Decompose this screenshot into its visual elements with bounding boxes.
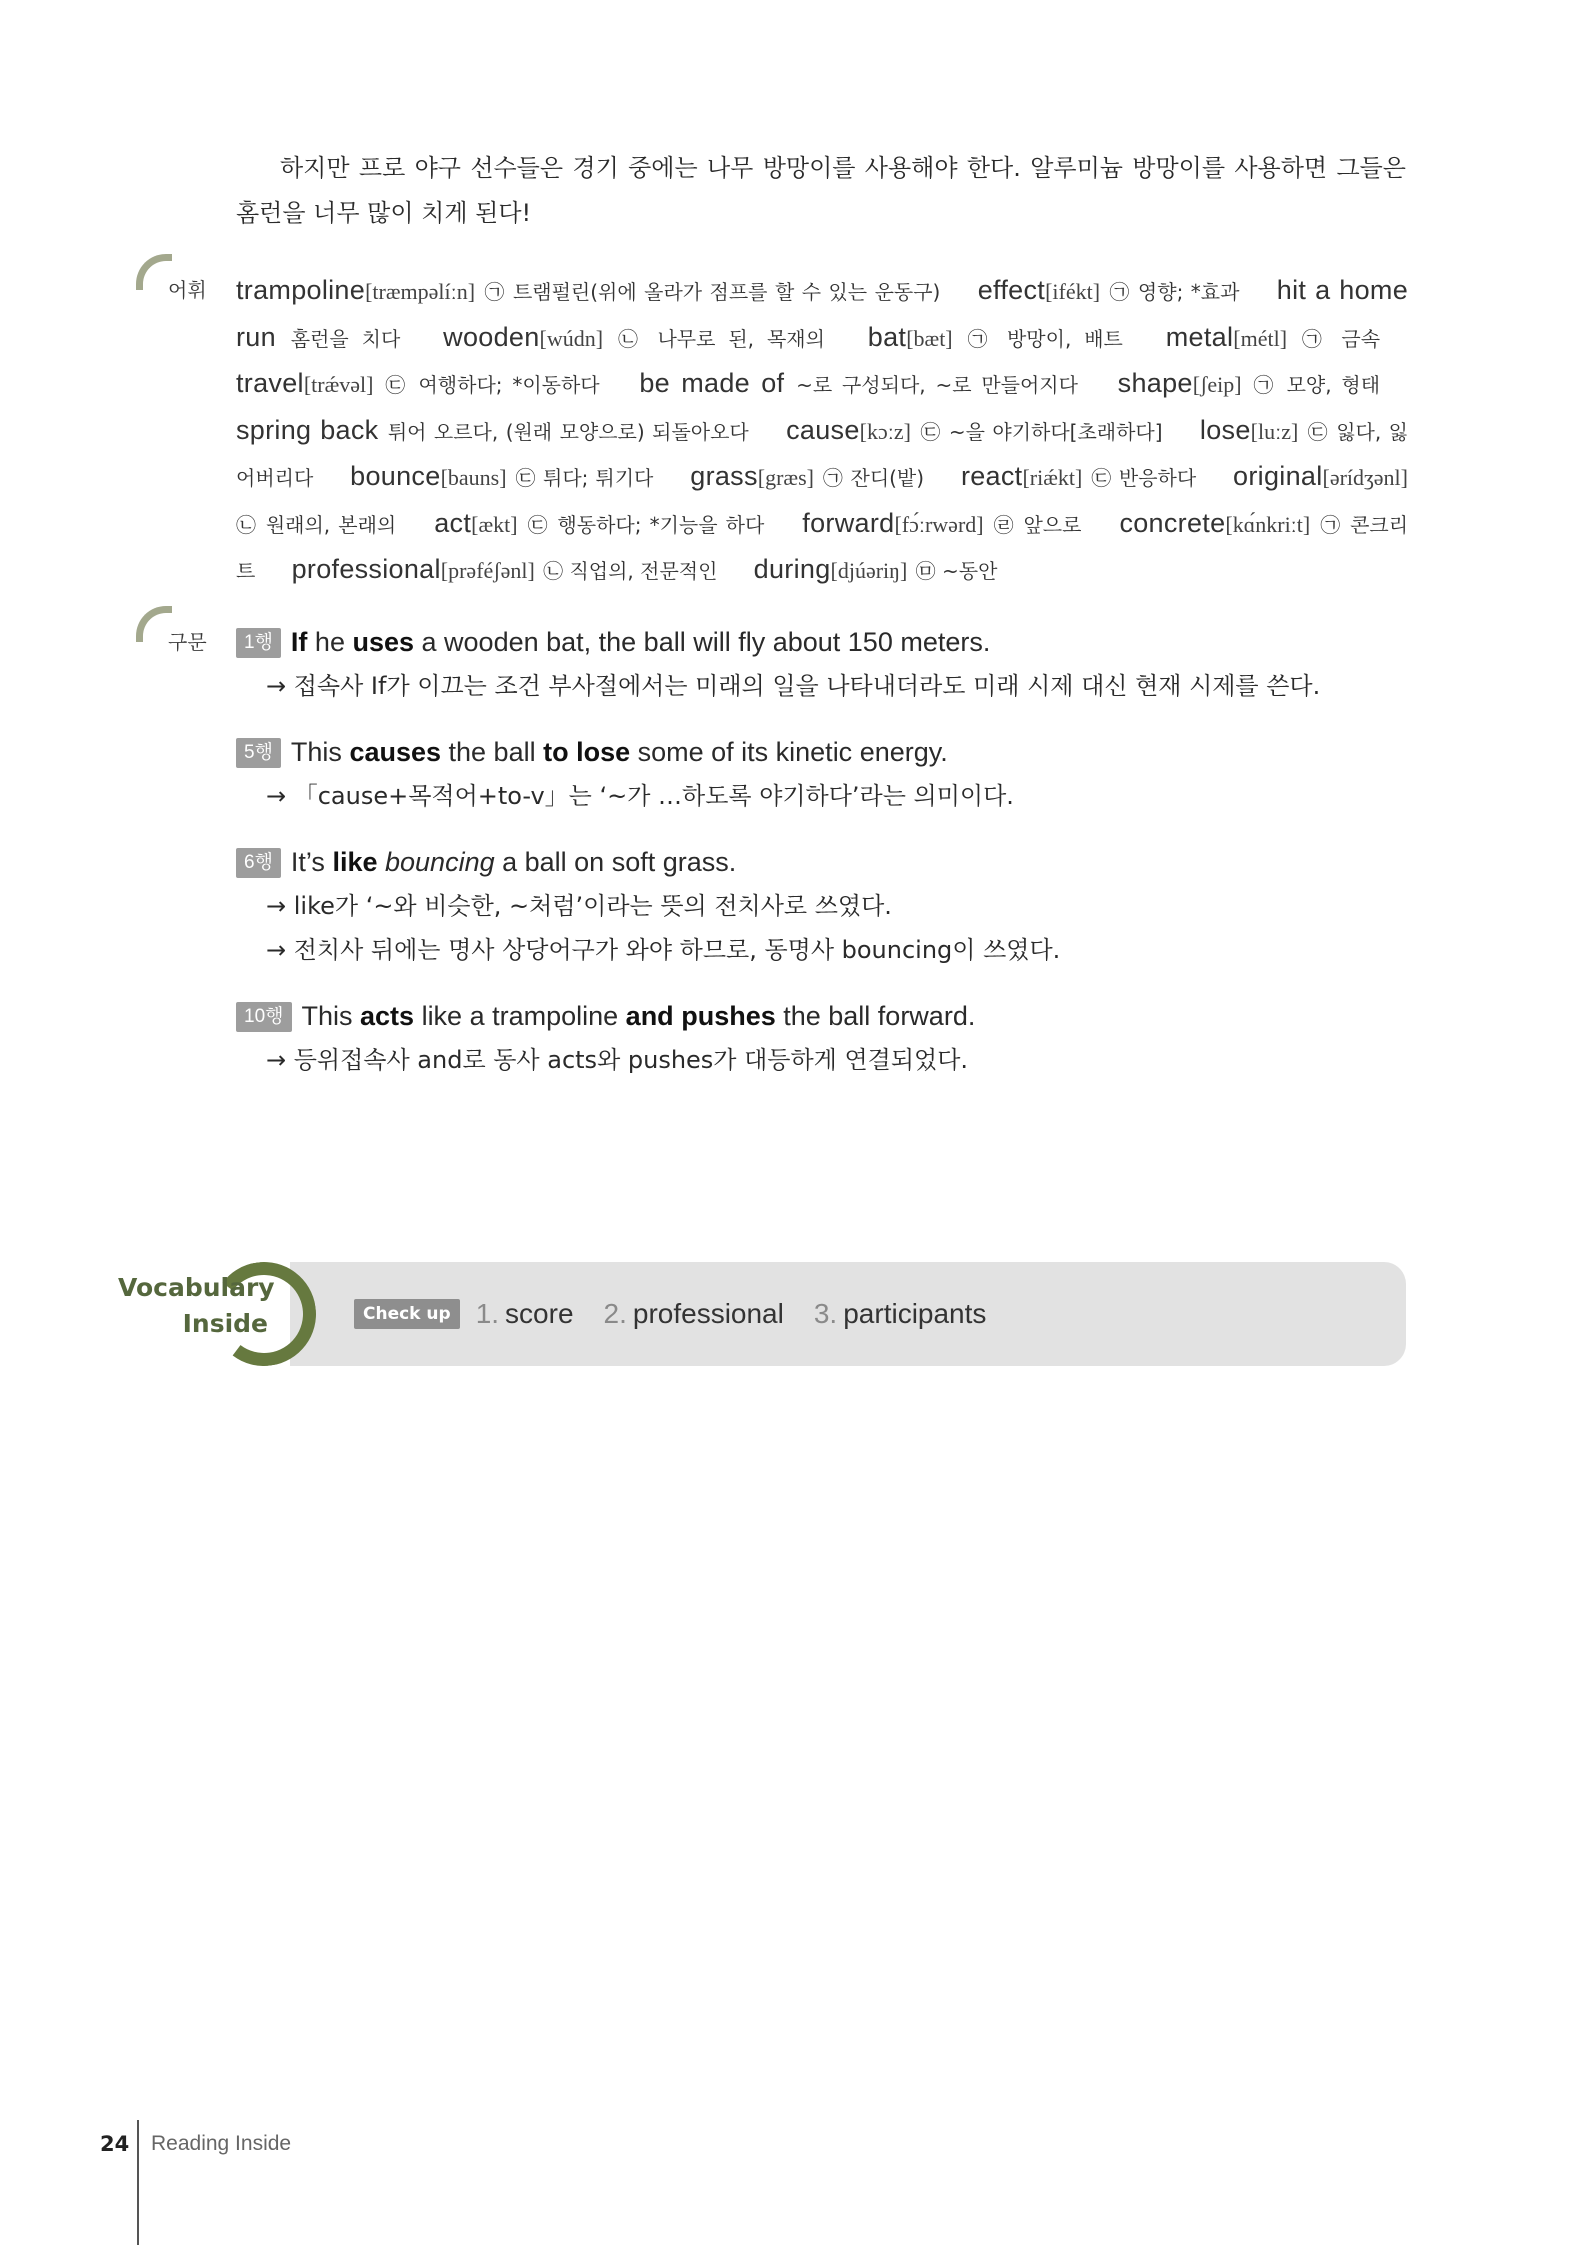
sentence-part: If bbox=[290, 627, 308, 657]
sentence-part: This bbox=[290, 737, 350, 767]
sentence-part: acts bbox=[360, 1001, 415, 1031]
sentence-part: like bbox=[332, 847, 378, 877]
vocab-pronunciation: [métl] bbox=[1233, 325, 1288, 351]
vocab-word: lose bbox=[1199, 414, 1251, 445]
syntax-explanation: → 전치사 뒤에는 명사 상당어구가 와야 하므로, 동명사 bouncing이 쓰였다. bbox=[266, 936, 1061, 964]
vocab-pronunciation: [kɑ́nkriːt] bbox=[1225, 511, 1311, 537]
vocab-entry bbox=[802, 509, 1081, 539]
syntax-explanation: → like가 ‘~와 비슷한, ~처럼’이라는 뜻의 전치사로 쓰였다. bbox=[266, 892, 892, 920]
vocab-entry bbox=[350, 462, 653, 492]
vocab-pronunciation: [ərídʒənl] bbox=[1322, 465, 1408, 490]
vocab-word: metal bbox=[1165, 321, 1234, 352]
syntax-explanation: → 등위접속사 and로 동사 acts와 pushes가 대등하게 연결되었다. bbox=[266, 1046, 969, 1074]
syntax-sentence bbox=[236, 840, 1408, 884]
vocab-definition: ㉢ ~을 야기하다[초래하다] bbox=[920, 419, 1163, 444]
answer-number: 3. bbox=[813, 1298, 838, 1329]
vocab-pronunciation: [fɔ́ːrwərd] bbox=[894, 511, 984, 537]
sentence-part: a ball on soft grass. bbox=[494, 847, 737, 877]
vocab-pronunciation: [græs] bbox=[757, 465, 814, 490]
vocab-entry bbox=[434, 509, 764, 539]
vocab-word: cause bbox=[786, 414, 860, 445]
vocab-word: forward bbox=[802, 507, 895, 538]
check-up-badge: Check up bbox=[354, 1299, 460, 1329]
sentence-part: a wooden bat, the ball will fly about 150 meters. bbox=[414, 627, 991, 657]
vocab-word: bounce bbox=[350, 461, 441, 491]
vocab-arc-icon bbox=[136, 254, 172, 290]
sentence-part bbox=[377, 847, 385, 877]
answer-number: 1. bbox=[475, 1298, 500, 1329]
vocab-definition: ㉡ 원래의, 본래의 bbox=[236, 512, 397, 537]
sentence-part: causes bbox=[349, 737, 442, 767]
vocab-label-text: 어휘 bbox=[168, 278, 207, 302]
syntax-item bbox=[236, 620, 1408, 708]
vocab-pronunciation: [kɔːz] bbox=[859, 418, 911, 444]
vocab-word: be made of bbox=[639, 368, 785, 398]
vocab-word: travel bbox=[236, 368, 304, 398]
vocab-definition: ㉠ 모양, 형태 bbox=[1253, 373, 1381, 397]
check-up-row bbox=[354, 1292, 1016, 1336]
vocab-pronunciation: [ækt] bbox=[471, 511, 518, 537]
vocab-entry bbox=[236, 369, 600, 399]
vocab-definition: ㉠ 영향; *효과 bbox=[1109, 280, 1240, 304]
vocab-word: concrete bbox=[1119, 507, 1226, 538]
vocab-entry bbox=[639, 369, 1078, 399]
vocab-pronunciation: [wúdn] bbox=[539, 325, 604, 351]
sentence-part: like a trampoline bbox=[414, 1001, 626, 1031]
sentence-part: pushes bbox=[681, 1001, 776, 1031]
vocab-definition: ㉤ ~동안 bbox=[915, 559, 998, 583]
vocab-definition: ㉠ 잔디(밭) bbox=[822, 466, 925, 490]
sentence-part: to lose bbox=[543, 737, 631, 767]
vocab-word: bat bbox=[867, 321, 907, 352]
vocab-definition: ㉢ 여행하다; *이동하다 bbox=[385, 373, 600, 397]
sentence-part: the ball forward. bbox=[775, 1001, 976, 1031]
line-number-badge: 6행 bbox=[236, 848, 281, 878]
vocab-inside-title-line1: Vocabulary bbox=[118, 1273, 275, 1302]
syntax-sentence bbox=[236, 730, 1408, 774]
vocab-word: act bbox=[434, 507, 472, 538]
syntax-explanation: → 접속사 If가 이끄는 조건 부사절에서는 미래의 일을 나타내더라도 미래 시제 대신 현재 시제를 쓴다. bbox=[266, 672, 1321, 700]
check-up-answer bbox=[476, 1298, 574, 1330]
vocab-word: original bbox=[1233, 461, 1323, 491]
vocab-pronunciation: [luːz] bbox=[1250, 418, 1299, 444]
intro-paragraph bbox=[236, 146, 1406, 236]
vocab-pronunciation: [ʃeip] bbox=[1192, 372, 1242, 397]
syntax-section bbox=[236, 620, 1408, 1104]
sentence-part: and bbox=[625, 1001, 674, 1031]
syntax-sentence bbox=[236, 994, 1408, 1038]
vocab-definition: ~로 구성되다, ~로 만들어지다 bbox=[796, 373, 1078, 397]
vocab-pronunciation: [bauns] bbox=[440, 465, 507, 490]
line-number-badge: 5행 bbox=[236, 738, 281, 768]
vocab-word: shape bbox=[1117, 368, 1193, 398]
vocab-inside-title bbox=[118, 1270, 275, 1342]
vocab-entry bbox=[1118, 369, 1380, 399]
sentence-part: It’s bbox=[290, 847, 333, 877]
vocab-entry bbox=[978, 276, 1240, 306]
syntax-arc-icon bbox=[136, 606, 172, 642]
vocab-word: react bbox=[960, 461, 1023, 491]
check-up-answer bbox=[814, 1298, 987, 1330]
sentence-part: This bbox=[301, 1001, 361, 1031]
vocab-entry bbox=[236, 416, 749, 446]
vocab-entry bbox=[443, 323, 825, 353]
vocab-definition: ㉢ 반응하다 bbox=[1091, 466, 1197, 490]
vocab-definition: ㉠ 콘크리트 bbox=[236, 512, 1409, 583]
vocab-entry bbox=[754, 555, 998, 585]
sentence-part: bouncing bbox=[385, 847, 495, 877]
vocab-word: wooden bbox=[443, 321, 540, 352]
syntax-item bbox=[236, 994, 1408, 1082]
answer-text: participants bbox=[843, 1298, 987, 1329]
vocab-definition: ㉠ 트램펄린(위에 올라가 점프를 할 수 있는 운동구) bbox=[484, 280, 941, 304]
vocab-entry bbox=[292, 555, 718, 585]
vocab-word: spring back bbox=[236, 414, 379, 445]
sentence-part: he bbox=[307, 627, 353, 657]
line-number-badge: 10행 bbox=[236, 1002, 292, 1032]
vocab-list bbox=[236, 268, 1408, 594]
footer-divider bbox=[137, 2120, 139, 2245]
vocab-pronunciation: [prəféʃənl] bbox=[440, 558, 535, 583]
vocab-word: grass bbox=[690, 461, 758, 491]
sentence-part: some of its kinetic energy. bbox=[630, 737, 948, 767]
vocab-entry bbox=[236, 276, 940, 306]
answer-text: professional bbox=[632, 1298, 784, 1329]
vocab-definition: ㉡ 나무로 된, 목재의 bbox=[617, 326, 825, 351]
vocab-definition: 홈런을 치다 bbox=[290, 326, 401, 351]
vocab-definition: ㉢ 행동하다; *기능을 하다 bbox=[527, 512, 765, 537]
vocab-definition: 튀어 오르다, (원래 모양으로) 되돌아오다 bbox=[387, 419, 749, 444]
vocab-definition: ㉣ 앞으로 bbox=[993, 512, 1082, 537]
vocab-definition: ㉡ 직업의, 전문적인 bbox=[543, 559, 718, 583]
book-title: Reading Inside bbox=[151, 2132, 292, 2155]
vocab-word: professional bbox=[291, 554, 441, 584]
vocab-word: hit a home run bbox=[236, 275, 1409, 352]
sentence-part: the ball bbox=[441, 737, 544, 767]
syntax-sentence bbox=[236, 620, 1408, 664]
line-number-badge: 1행 bbox=[236, 628, 281, 658]
vocab-entry bbox=[961, 462, 1196, 492]
vocab-pronunciation: [djúəriŋ] bbox=[830, 558, 908, 583]
syntax-item bbox=[236, 840, 1408, 972]
vocab-entry bbox=[690, 462, 924, 492]
answer-text: score bbox=[505, 1298, 574, 1329]
answer-number: 2. bbox=[603, 1298, 627, 1329]
vocab-pronunciation: [bæt] bbox=[906, 325, 953, 351]
vocab-pronunciation: [træmpəlíːn] bbox=[365, 279, 476, 304]
vocab-definition: ㉠ 금속 bbox=[1301, 326, 1381, 351]
vocab-word: effect bbox=[977, 275, 1046, 305]
vocab-entry bbox=[1166, 323, 1380, 353]
page-number: 24 bbox=[100, 2132, 130, 2156]
vocab-pronunciation: [riǽkt] bbox=[1022, 465, 1083, 490]
vocab-pronunciation: [ifékt] bbox=[1045, 279, 1101, 304]
check-up-answer bbox=[604, 1298, 784, 1330]
vocab-word: during bbox=[753, 554, 831, 584]
vocab-definition: ㉠ 방망이, 배트 bbox=[967, 326, 1123, 351]
vocab-entry bbox=[786, 416, 1162, 446]
sentence-part: uses bbox=[352, 627, 415, 657]
vocab-pronunciation: [trǽvəl] bbox=[303, 372, 374, 397]
vocab-inside-title-line2: Inside bbox=[182, 1309, 268, 1338]
syntax-label-text: 구문 bbox=[168, 630, 207, 654]
vocab-definition: ㉢ 튀다; 튀기다 bbox=[515, 466, 654, 490]
vocab-entry bbox=[868, 323, 1123, 353]
vocab-word: trampoline bbox=[236, 275, 366, 305]
vocab-definition: ㉢ 잃다, 잃어버리다 bbox=[236, 419, 1408, 490]
syntax-item bbox=[236, 730, 1408, 818]
intro-text: 하지만 프로 야구 선수들은 경기 중에는 나무 방망이를 사용해야 한다. 알루미늄 방망이를 사용하면 그들은 홈런을 너무 많이 치게 된다! bbox=[236, 154, 1406, 227]
syntax-explanation: → 「cause+목적어+to-v」는 ‘~가 …하도록 야기하다’라는 의미이다. bbox=[266, 782, 1014, 810]
